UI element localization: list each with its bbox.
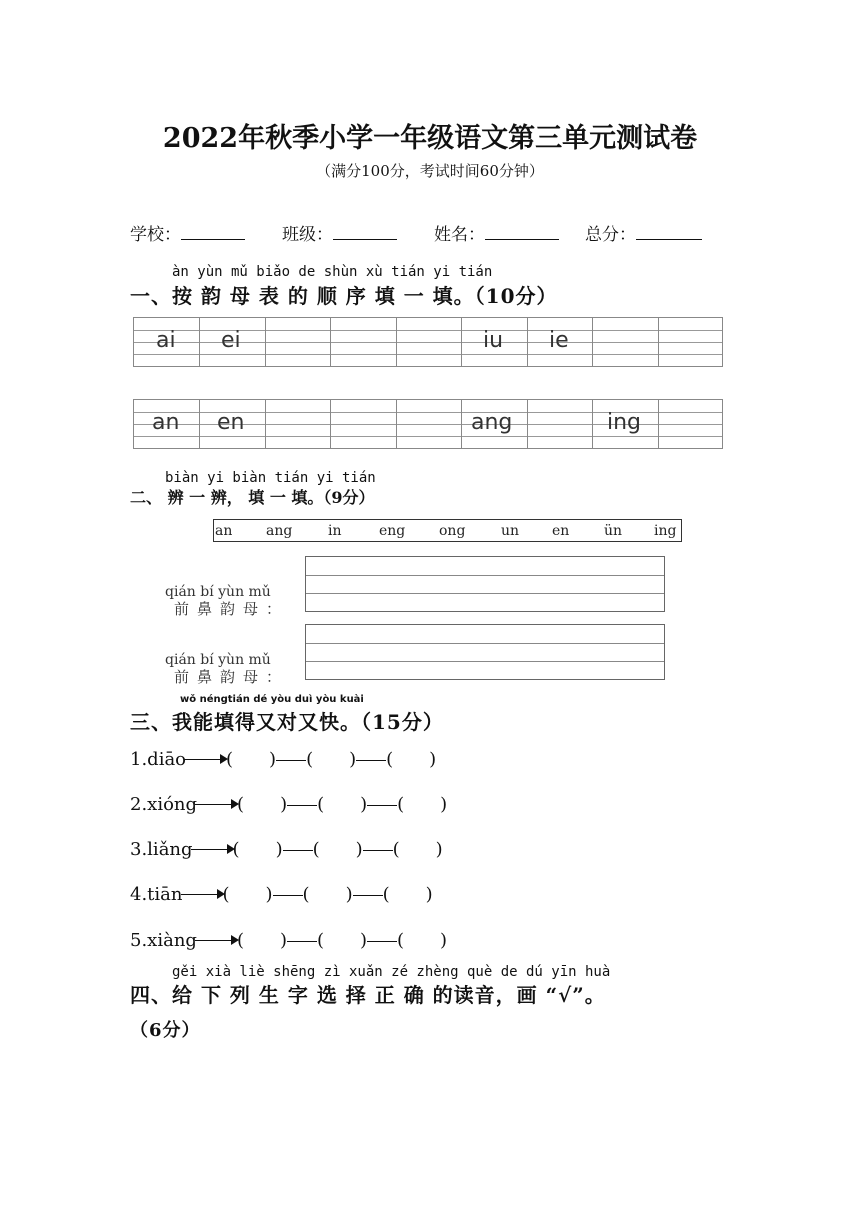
option-item: eng: [379, 523, 406, 539]
class-blank[interactable]: [333, 225, 397, 240]
answer-paren[interactable]: ( ): [236, 930, 287, 951]
write-box-2[interactable]: [305, 624, 665, 680]
section2-pinyin: biàn yi biàn tián yi tián: [165, 470, 376, 486]
answer-paren[interactable]: ( ): [392, 839, 443, 860]
chain-label: 1.diāo: [130, 749, 187, 770]
arrow-icon: [195, 804, 237, 806]
chain-item: [130, 880, 433, 906]
class-label: 班级：: [282, 225, 333, 245]
chain-item: [130, 926, 447, 952]
option-item: ing: [654, 523, 677, 539]
dash-line: [367, 805, 397, 806]
grid-cell: ie: [549, 328, 569, 353]
arrow-icon: [195, 940, 237, 942]
chain-label: 2.xióng: [130, 794, 198, 815]
option-box: [213, 519, 682, 542]
answer-paren[interactable]: ( ): [386, 749, 437, 770]
label2-pinyin: qián bí yùn mǔ: [165, 652, 271, 668]
grid-cell: ai: [156, 328, 176, 353]
chain-item: [130, 790, 447, 816]
score-blank[interactable]: [636, 225, 702, 240]
section1-heading: 一、按 韵 母 表 的 顺 序 填 一 填。（10分）: [130, 284, 558, 308]
arrow-icon: [191, 849, 233, 851]
dash-line: [356, 760, 386, 761]
section4-score: （6分）: [130, 1020, 201, 1041]
school-blank[interactable]: [181, 225, 245, 240]
score-field: [585, 220, 702, 245]
chain-label: 3.liǎng: [130, 839, 193, 860]
grid-cell: ang: [471, 410, 513, 435]
dash-line: [276, 760, 306, 761]
chain-label: 5.xiàng: [130, 930, 197, 951]
vowel-grid-row2: [133, 399, 723, 449]
answer-paren[interactable]: ( ): [382, 884, 433, 905]
option-item: ün: [604, 523, 623, 539]
section2-heading: 二、 辨 一 辨， 填 一 填。（9分）: [130, 488, 375, 507]
dash-line: [367, 941, 397, 942]
chain-item: [130, 745, 436, 771]
answer-paren[interactable]: ( ): [232, 839, 283, 860]
grid-cell: iu: [483, 328, 504, 353]
section1-pinyin: àn yùn mǔ biǎo de shùn xù tián yi tián: [172, 264, 493, 280]
name-field: [434, 220, 559, 245]
answer-paren[interactable]: ( ): [312, 839, 363, 860]
section4-pinyin: gěi xià liè shēng zì xuǎn zé zhèng què de dú yīn huà: [172, 964, 611, 980]
arrow-icon: [184, 759, 226, 761]
school-label: 学校：: [130, 225, 181, 245]
answer-paren[interactable]: ( ): [237, 794, 288, 815]
dash-line: [353, 895, 383, 896]
section3-heading: 三、我能填得又对又快。（15分）: [130, 710, 444, 734]
dash-line: [363, 850, 393, 851]
section3-pinyin: wǒ néngtián dé yòu duì yòu kuài: [180, 694, 364, 705]
answer-paren[interactable]: ( ): [397, 930, 448, 951]
class-field: [282, 220, 397, 245]
write-box-1[interactable]: [305, 556, 665, 612]
section4-heading: 四、给 下 列 生 字 选 择 正 确 的读音，画 “√”。: [130, 983, 606, 1007]
option-item: un: [501, 523, 520, 539]
vowel-grid-row1: [133, 317, 723, 367]
page-subtitle: （满分100分，考试时间60分钟）: [316, 162, 544, 180]
dash-line: [273, 895, 303, 896]
answer-paren[interactable]: ( ): [317, 794, 368, 815]
answer-paren[interactable]: ( ): [222, 884, 273, 905]
answer-paren[interactable]: ( ): [397, 794, 448, 815]
answer-paren[interactable]: ( ): [302, 884, 353, 905]
score-label: 总分：: [585, 225, 636, 245]
name-blank[interactable]: [485, 225, 559, 240]
label1-pinyin: qián bí yùn mǔ: [165, 584, 271, 600]
option-item: en: [552, 523, 570, 539]
label2-text: 前鼻韵母：: [174, 668, 290, 686]
grid-cell: an: [152, 410, 180, 435]
name-label: 姓名：: [434, 225, 485, 245]
label1-text: 前鼻韵母：: [174, 600, 290, 618]
answer-paren[interactable]: ( ): [306, 749, 357, 770]
page-title: 2022年秋季小学一年级语文第三单元测试卷: [162, 123, 698, 154]
dash-line: [287, 941, 317, 942]
grid-cell: ei: [221, 328, 241, 353]
answer-paren[interactable]: ( ): [316, 930, 368, 951]
dash-line: [283, 850, 313, 851]
dash-line: [287, 805, 317, 806]
answer-paren[interactable]: ( ): [226, 749, 277, 770]
school-field: [130, 220, 245, 245]
option-item: in: [328, 523, 342, 539]
option-item: ang: [266, 523, 293, 539]
grid-cell: en: [217, 410, 245, 435]
grid-cell: ing: [607, 410, 642, 435]
arrow-icon: [181, 894, 223, 896]
option-item: an: [215, 523, 233, 539]
option-item: ong: [439, 523, 466, 539]
chain-label: 4.tiān: [130, 884, 183, 905]
chain-item: [130, 835, 443, 861]
